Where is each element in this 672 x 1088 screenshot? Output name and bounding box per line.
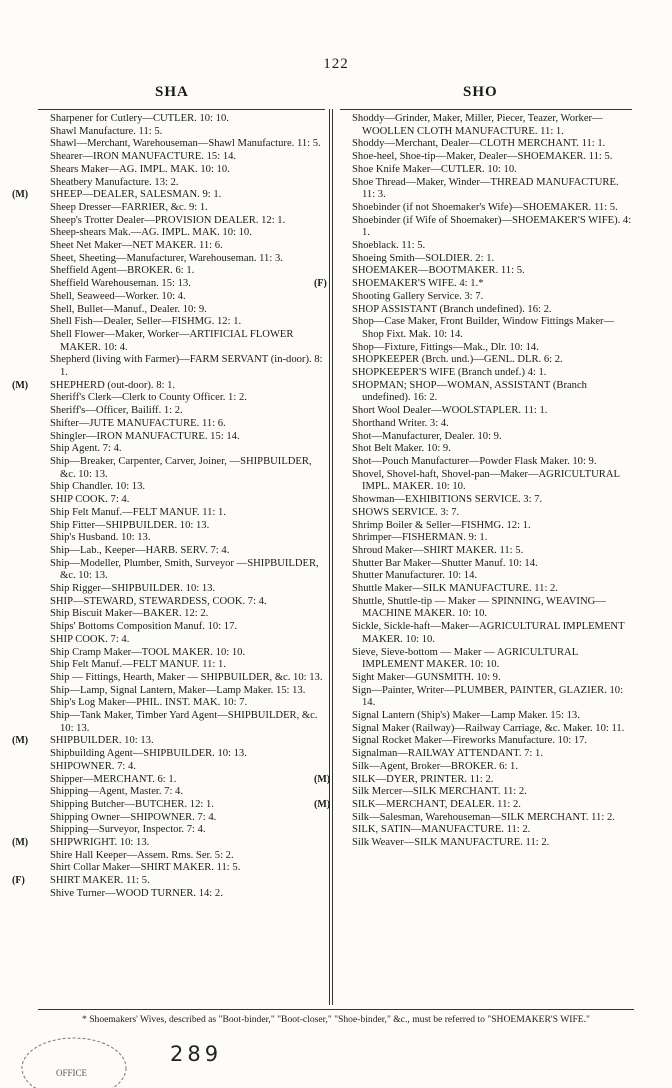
index-entry: [340, 824, 632, 837]
entry-text: Shooting Gallery Service. 3: 7.: [352, 290, 484, 302]
index-entry: [340, 672, 632, 685]
entry-text: SHOPKEEPER (Brch. und.)—GENL. DLR. 6: 2.: [352, 354, 563, 366]
entry-text: Sickle, Sickle-haft—Maker—AGRICULTURAL IMPLEMENT MAKER. 10: 10.: [352, 621, 625, 645]
index-entry: [38, 799, 324, 812]
entry-marker: (M): [12, 189, 29, 201]
entry-text: Shipbuilding Agent—SHIPBUILDER. 10: 13.: [50, 748, 247, 760]
index-entry: [38, 761, 324, 774]
entry-text: Ship Cramp Maker—TOOL MAKER. 10: 10.: [50, 646, 246, 658]
index-entry: [340, 291, 632, 304]
entry-text: Shawl—Merchant, Warehouseman—Shawl Manufacture. 11: 5.: [50, 138, 321, 150]
entry-text: Sheriff's—Officer, Bailiff. 1: 2.: [50, 405, 183, 417]
index-entry: [340, 761, 632, 774]
entry-text: Ship Fitter—SHIPBUILDER. 10: 13.: [50, 519, 210, 531]
entry-text: Ships' Bottoms Composition Manuf. 10: 17.: [50, 621, 238, 633]
index-entry: [38, 431, 324, 444]
entry-marker: (F): [12, 875, 25, 887]
index-entry: [340, 113, 632, 138]
index-entry: [38, 710, 324, 735]
index-entry: [340, 685, 632, 710]
entry-text: Ship Agent. 7: 4.: [50, 443, 122, 455]
entry-text: Ship Biscuit Maker—BAKER. 12: 2.: [50, 608, 209, 620]
entry-text: Ship Rigger—SHIPBUILDER. 10: 13.: [50, 583, 216, 595]
entry-text: Shot Belt Maker. 10: 9.: [352, 443, 451, 455]
entry-text: Shirt Collar Maker—SHIRT MAKER. 11: 5.: [50, 862, 241, 874]
index-entry: [340, 735, 632, 748]
entry-text: Shepherd (living with Farmer)—FARM SERVANT (in-door). 8: 1.: [50, 354, 323, 379]
index-entry: [340, 265, 632, 278]
entry-text: Shutter Manufacturer. 10: 14.: [352, 570, 478, 582]
entry-text: SHIP COOK. 7: 4.: [50, 633, 130, 645]
entry-text: Ship—Lamp, Signal Lantern, Maker—Lamp Maker. 15: 13.: [50, 684, 306, 696]
entry-text: Shoddy—Grinder, Maker, Miller, Piecer, Teazer, Worker—WOOLLEN CLOTH MANUFACTURE. 11: 1.: [352, 113, 603, 137]
entry-text: Silk Mercer—SILK MERCHANT. 11: 2.: [352, 786, 527, 798]
header-rule-left: [38, 109, 325, 110]
column-header-left: SHA: [155, 84, 189, 100]
index-entry: [38, 558, 324, 583]
entry-text: Silk—Agent, Broker—BROKER. 6: 1.: [352, 760, 518, 772]
entry-text: Shop—Fixture, Fittings—Mak., Dlr. 10: 14.: [352, 341, 539, 353]
index-entry: [38, 647, 324, 660]
entry-text: Shoe Knife Maker—CUTLER. 10: 10.: [352, 163, 517, 175]
index-entry: [38, 888, 324, 901]
page-number: 122: [323, 56, 349, 72]
index-entry: [340, 367, 632, 380]
entry-text: Signalman—RAILWAY ATTENDANT. 7: 1.: [352, 748, 543, 760]
entry-marker: (F): [314, 278, 327, 290]
index-entry: [38, 596, 324, 609]
entry-text: SHIRT MAKER. 11: 5.: [50, 875, 150, 887]
entry-text: Shoebinder (if Wife of Shoemaker)—SHOEMAKER'S WIFE). 4: 1.: [352, 214, 632, 239]
index-entry: [340, 812, 632, 825]
entry-text: Ship — Fittings, Hearth, Maker — SHIPBUILDER, &c. 10: 13.: [50, 671, 323, 683]
entry-text: Sign—Painter, Writer—PLUMBER, PAINTER, GLAZIER. 10: 14.: [352, 684, 624, 709]
entry-text: Signal Maker (Railway)—Railway Carriage, &c. Maker. 10: 11.: [352, 722, 625, 734]
index-entry: [38, 151, 324, 164]
entry-text: SHIPWRIGHT. 10: 13.: [50, 837, 150, 849]
header-rule-right: [340, 109, 632, 110]
index-entry: [38, 126, 324, 139]
right-column: [314, 113, 632, 850]
index-entry: [12, 837, 324, 850]
left-column: [12, 113, 324, 901]
index-entry: [38, 227, 324, 240]
index-entry: [340, 316, 632, 341]
index-entry: [340, 520, 632, 533]
index-entry: [38, 316, 324, 329]
index-entry: [38, 329, 324, 354]
index-entry: [38, 240, 324, 253]
entry-text: Shot—Pouch Manufacturer—Powder Flask Maker. 10: 9.: [352, 455, 597, 467]
entry-text: SHIP—STEWARD, STEWARDESS, COOK. 7: 4.: [50, 595, 267, 607]
entry-text: SHOPKEEPER'S WIFE (Branch undef.) 4: 1.: [352, 367, 547, 379]
handwritten-number: 289: [170, 1042, 223, 1066]
entry-text: SHIP COOK. 7: 4.: [50, 494, 130, 506]
index-entry: [38, 634, 324, 647]
index-entry: [38, 672, 324, 685]
entry-text: Shoeing Smith—SOLDIER. 2: 1.: [352, 252, 495, 264]
index-entry: [38, 418, 324, 431]
entry-text: Shoe Thread—Maker, Winder—THREAD MANUFACTURE. 11: 3.: [352, 176, 619, 201]
entry-text: Ship's Husband. 10: 13.: [50, 532, 151, 544]
entry-text: Shell Flower—Maker, Worker—ARTIFICIAL FLOWER MAKER. 10: 4.: [50, 328, 294, 353]
entry-text: Ship—Lab., Keeper—HARB. SERV. 7: 4.: [50, 544, 230, 556]
index-entry: [340, 380, 632, 405]
index-entry: [12, 875, 324, 888]
footnote-rule: [38, 1009, 634, 1010]
entry-text: SHOEMAKER'S WIFE. 4: 1.*: [352, 278, 484, 290]
entry-text: Showman—EXHIBITIONS SERVICE. 3: 7.: [352, 494, 543, 506]
entry-text: Shive Turner—WOOD TURNER. 14: 2.: [50, 887, 223, 899]
entry-text: SHOPMAN; SHOP—WOMAN, ASSISTANT (Branch undefined). 16: 2.: [352, 379, 587, 404]
entry-text: Sheatbery Manufacture. 13: 2.: [50, 176, 179, 188]
entry-marker: (M): [314, 773, 331, 785]
entry-text: SHEEP—DEALER, SALESMAN. 9: 1.: [50, 189, 222, 201]
index-entry: [38, 774, 324, 787]
index-entry: [340, 240, 632, 253]
entry-text: Shell, Seaweed—Worker. 10: 4.: [50, 290, 186, 302]
entry-text: Shoebinder (if not Shoemaker's Wife)—SHOEMAKER. 11: 5.: [352, 201, 618, 213]
entry-text: Ship Felt Manuf.—FELT MANUF. 11: 1.: [50, 506, 226, 518]
entry-text: Shipping—Agent, Master. 7: 4.: [50, 786, 184, 798]
index-entry: [340, 304, 632, 317]
index-entry: [340, 253, 632, 266]
entry-marker: (M): [12, 379, 29, 391]
index-entry: [38, 685, 324, 698]
index-entry: [340, 469, 632, 494]
entry-text: Sheep-shears Mak.—AG. IMPL. MAK. 10: 10.: [50, 227, 252, 239]
entry-text: SHIPBUILDER. 10: 13.: [50, 735, 154, 747]
entry-text: Shoeblack. 11: 5.: [352, 240, 426, 252]
index-entry: [38, 481, 324, 494]
index-entry: [340, 507, 632, 520]
entry-text: Ship—Breaker, Carpenter, Carver, Joiner, —SHIPBUILDER, &c. 10: 13.: [50, 455, 312, 480]
entry-text: Sheriff's Clerk—Clerk to County Officer. 1: 2.: [50, 392, 247, 404]
index-entry: [38, 304, 324, 317]
index-entry: [340, 621, 632, 646]
index-entry: [38, 507, 324, 520]
entry-text: Short Wool Dealer—WOOLSTAPLER. 11: 1.: [352, 405, 548, 417]
index-entry: [340, 596, 632, 621]
index-entry: [38, 253, 324, 266]
entry-text: SHIPOWNER. 7: 4.: [50, 760, 136, 772]
index-entry: [38, 520, 324, 533]
entry-text: SHOWS SERVICE. 3: 7.: [352, 506, 460, 518]
svg-text:OFFICE: OFFICE: [56, 1068, 88, 1078]
index-entry: [340, 748, 632, 761]
entry-text: SILK—DYER, PRINTER. 11: 2.: [352, 773, 494, 785]
entry-marker: (M): [12, 735, 29, 747]
index-entry: [340, 164, 632, 177]
index-entry: [38, 748, 324, 761]
entry-text: Ship—Modeller, Plumber, Smith, Surveyor —SHIPBUILDER, &c. 10: 13.: [50, 557, 319, 582]
index-entry: [340, 837, 632, 850]
index-entry: [38, 202, 324, 215]
index-entry: [340, 545, 632, 558]
entry-text: Sheffield Warehouseman. 15: 13.: [50, 278, 191, 290]
footnote: * Shoemakers' Wives, described as "Boot-binder," "Boot-closer," "Shoe-binder," &c., must be referred to "SHOEMAKER'S WIFE.": [82, 1014, 590, 1025]
entry-text: Sheep Dresser—FARRIER, &c. 9: 1.: [50, 201, 208, 213]
entry-text: SILK, SATIN—MANUFACTURE. 11: 2.: [352, 824, 531, 836]
index-entry: [38, 862, 324, 875]
entry-text: Shipping—Surveyor, Inspector. 7: 4.: [50, 824, 206, 836]
entry-text: Shuttle, Shuttle-tip — Maker — SPINNING, WEAVING—MACHINE MAKER. 10: 10.: [352, 595, 606, 620]
index-entry: [38, 583, 324, 596]
entry-text: Ship Felt Manuf.—FELT MANUF. 11: 1.: [50, 659, 226, 671]
index-entry: [38, 659, 324, 672]
entry-text: Sieve, Sieve-bottom — Maker — AGRICULTURAL IMPLEMENT MAKER. 10: 10.: [352, 646, 578, 671]
entry-text: Silk—Salesman, Warehouseman—SILK MERCHANT. 11: 2.: [352, 811, 615, 823]
index-entry: [340, 710, 632, 723]
index-entry: [38, 278, 324, 291]
index-entry: [38, 164, 324, 177]
entry-text: Shop—Case Maker, Front Builder, Window Fittings Maker—Shop Fixt. Mak. 10: 14.: [352, 316, 615, 340]
entry-text: Shorthand Writer. 3: 4.: [352, 417, 449, 429]
entry-text: Sheet Net Maker—NET MAKER. 11: 6.: [50, 240, 223, 252]
index-entry: [38, 456, 324, 481]
entry-text: Signal Lantern (Ship's) Maker—Lamp Maker. 15: 13.: [352, 710, 580, 722]
index-entry: [12, 189, 324, 202]
index-entry: [38, 443, 324, 456]
index-entry: [340, 647, 632, 672]
column-divider: [329, 109, 330, 1005]
index-entry: [340, 177, 632, 202]
entry-text: Shot—Manufacturer, Dealer. 10: 9.: [352, 430, 502, 442]
entry-text: Shipping Owner—SHIPOWNER. 7: 4.: [50, 811, 217, 823]
entry-text: Shrimper—FISHERMAN. 9: 1.: [352, 532, 488, 544]
index-entry: [340, 443, 632, 456]
index-entry: [38, 265, 324, 278]
entry-text: Shovel, Shovel-haft, Shovel-pan—Maker—AGRICULTURAL IMPL. MAKER. 10: 10.: [352, 468, 620, 493]
index-entry: [340, 405, 632, 418]
entry-text: Sharpener for Cutlery—CUTLER. 10: 10.: [50, 113, 229, 124]
index-entry: [38, 850, 324, 863]
index-entry: [38, 177, 324, 190]
index-entry: [38, 392, 324, 405]
index-entry: [340, 215, 632, 240]
index-entry: [340, 583, 632, 596]
index-entry: [340, 342, 632, 355]
index-entry: [340, 138, 632, 151]
entry-text: Ship's Log Maker—PHIL. INST. MAK. 10: 7.: [50, 697, 248, 709]
index-entry: [340, 570, 632, 583]
entry-text: Shingler—IRON MANUFACTURE. 15: 14.: [50, 430, 240, 442]
index-entry: [38, 113, 324, 126]
entry-text: Shrimp Boiler & Seller—FISHMG. 12: 1.: [352, 519, 531, 531]
entry-text: Shearer—IRON MANUFACTURE. 15: 14.: [50, 151, 237, 163]
index-entry: [12, 379, 324, 393]
index-entry: [340, 456, 632, 469]
entry-text: Shifter—JUTE MANUFACTURE. 11: 6.: [50, 417, 226, 429]
index-entry: [38, 824, 324, 837]
entry-text: Sheffield Agent—BROKER. 6: 1.: [50, 265, 195, 277]
entry-text: SHOEMAKER—BOOTMAKER. 11: 5.: [352, 265, 525, 277]
index-entry: [38, 532, 324, 545]
index-entry: [38, 405, 324, 418]
entry-text: SHEPHERD (out-door). 8: 1.: [50, 379, 176, 391]
entry-text: Shell, Bullet—Manuf., Dealer. 10: 9.: [50, 303, 207, 315]
office-stamp: [18, 1032, 130, 1088]
index-entry: [38, 291, 324, 304]
index-entry: [340, 418, 632, 431]
index-entry: [340, 532, 632, 545]
index-entry: [38, 621, 324, 634]
index-entry: [340, 151, 632, 164]
entry-text: Shroud Maker—SHIRT MAKER. 11: 5.: [352, 544, 524, 556]
entry-text: Shuttle Maker—SILK MANUFACTURE. 11: 2.: [352, 583, 558, 595]
entry-text: Shipping Butcher—BUTCHER. 12: 1.: [50, 798, 214, 810]
index-entry: [340, 558, 632, 571]
index-entry: [38, 786, 324, 799]
entry-text: Shipper—MERCHANT. 6: 1.: [50, 773, 177, 785]
index-entry: [38, 697, 324, 710]
index-entry: [340, 202, 632, 215]
entry-text: Ship—Tank Maker, Timber Yard Agent—SHIPBUILDER, &c. 10: 13.: [50, 710, 318, 734]
entry-text: Silk Weaver—SILK MANUFACTURE. 11: 2.: [352, 837, 550, 849]
entry-text: Sheet, Sheeting—Manufacturer, Warehouseman. 11: 3.: [50, 252, 283, 264]
index-entry: [314, 773, 632, 787]
index-entry: [38, 138, 324, 151]
entry-text: Shire Hall Keeper—Assem. Rms. Ser. 5: 2.: [50, 849, 234, 861]
index-entry: [340, 354, 632, 367]
index-entry: [340, 494, 632, 507]
index-entry: [314, 798, 632, 812]
index-entry: [38, 354, 324, 379]
index-entry: [340, 431, 632, 444]
index-entry: [314, 278, 632, 291]
index-entry: [12, 735, 324, 748]
entry-text: Ship Chandler. 10: 13.: [50, 481, 146, 493]
entry-text: Sheep's Trotter Dealer—PROVISION DEALER. 12: 1.: [50, 214, 286, 226]
entry-text: Shoddy—Merchant, Dealer—CLOTH MERCHANT. 11: 1.: [352, 138, 606, 150]
column-header-right: SHO: [463, 84, 498, 100]
index-entry: [38, 215, 324, 228]
index-entry: [340, 723, 632, 736]
entry-text: Shawl Manufacture. 11: 5.: [50, 125, 163, 137]
index-entry: [340, 786, 632, 799]
index-entry: [38, 812, 324, 825]
entry-text: SILK—MERCHANT, DEALER. 11: 2.: [352, 798, 521, 810]
entry-marker: (M): [12, 837, 29, 849]
column-divider: [332, 109, 333, 1005]
entry-text: Signal Rocket Maker—Fireworks Manufacture. 10: 17.: [352, 735, 588, 747]
index-entry: [38, 494, 324, 507]
entry-text: SHOP ASSISTANT (Branch undefined). 16: 2.: [352, 303, 552, 315]
index-entry: [38, 545, 324, 558]
entry-text: Shears Maker—AG. IMPL. MAK. 10: 10.: [50, 163, 230, 175]
entry-text: Shoe-heel, Shoe-tip—Maker, Dealer—SHOEMAKER. 11: 5.: [352, 151, 613, 163]
entry-text: Shutter Bar Maker—Shutter Manuf. 10: 14.: [352, 557, 538, 569]
entry-marker: (M): [314, 798, 331, 810]
entry-text: Shell Fish—Dealer, Seller—FISHMG. 12: 1.: [50, 316, 242, 328]
entry-text: Sight Maker—GUNSMITH. 10: 9.: [352, 671, 501, 683]
index-entry: [38, 608, 324, 621]
